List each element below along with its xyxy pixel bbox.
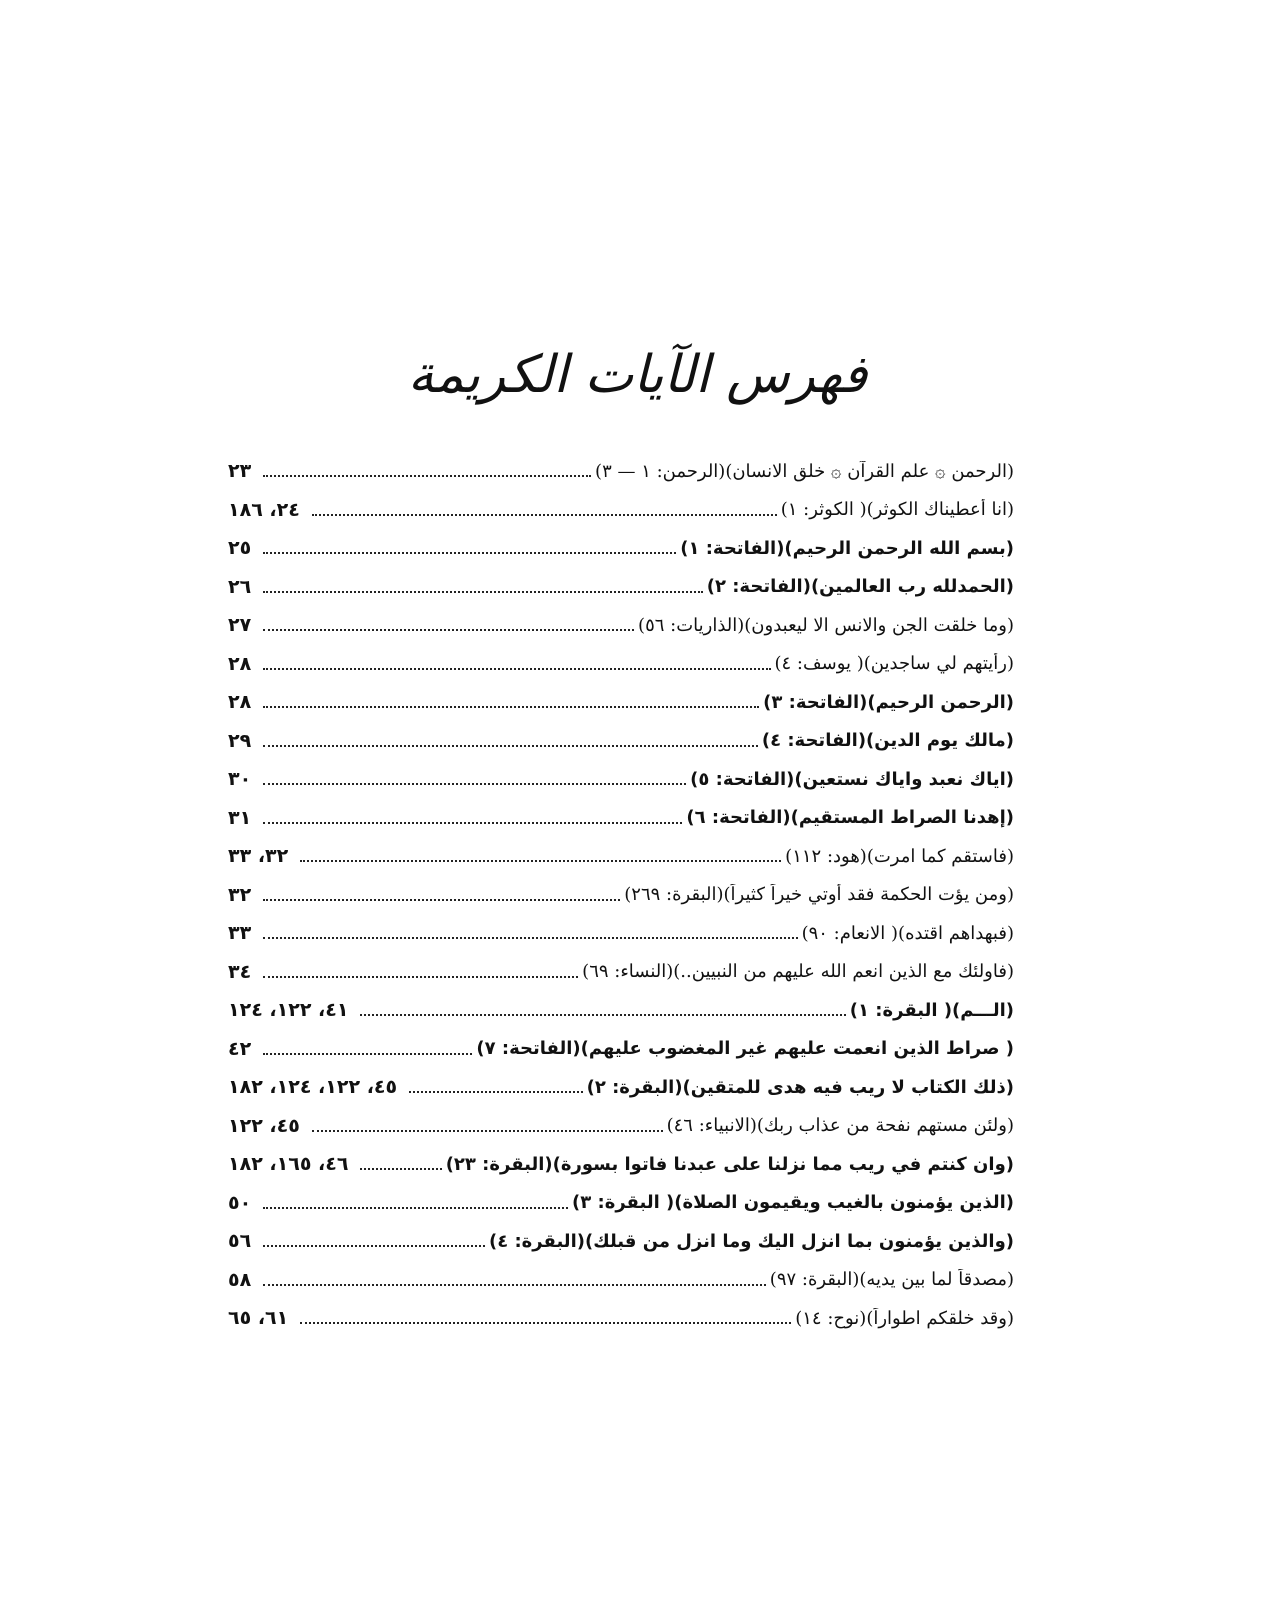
dot-leader bbox=[263, 1207, 568, 1209]
entry-verse-text: (وما خلقت الجن والانس الا ليعبدون)(الذاريات: ٥٦) bbox=[638, 614, 1014, 636]
dot-leader bbox=[263, 1284, 766, 1286]
entry-verse-text: (ومن يؤت الحكمة فقد أُوتي خيراً كثيراً)(البقرة: ٢٦٩) bbox=[624, 884, 1014, 906]
entry-verse-text: (انا أعطيناك الكوثر)( الكوثر: ١) bbox=[780, 499, 1014, 521]
index-entry bbox=[228, 1261, 1014, 1300]
entry-verse-text: (وقد خلقكم اطواراً)(نوح: ١٤) bbox=[795, 1307, 1014, 1329]
entry-page-numbers: ٣٤ bbox=[228, 960, 252, 983]
index-entry bbox=[228, 760, 1014, 799]
entry-verse-text: (مالك يوم الدين)(الفاتحة: ٤) bbox=[761, 730, 1014, 752]
entry-verse-text: (مصدقاً لما بين يديه)(البقرة: ٩٧) bbox=[769, 1269, 1014, 1291]
entry-page-numbers: ٢٧ bbox=[228, 614, 252, 637]
index-entry bbox=[228, 1030, 1014, 1069]
entry-verse-text: (الـــم)( البقرة: ١) bbox=[849, 999, 1014, 1021]
dot-leader bbox=[263, 976, 578, 978]
index-entry bbox=[228, 914, 1014, 953]
dot-leader bbox=[263, 706, 759, 708]
entry-page-numbers: ٢٣ bbox=[228, 460, 252, 483]
dot-leader bbox=[263, 1245, 485, 1247]
entry-page-numbers: ٣٢، ٣٣ bbox=[228, 845, 289, 868]
entry-page-numbers: ٢٥ bbox=[228, 537, 252, 560]
dot-leader bbox=[312, 514, 777, 516]
dot-leader bbox=[360, 1168, 441, 1170]
dot-leader bbox=[263, 937, 797, 939]
index-entry bbox=[228, 491, 1014, 530]
entry-page-numbers: ٣٣ bbox=[228, 922, 252, 945]
index-entry bbox=[228, 799, 1014, 838]
dot-leader bbox=[263, 591, 703, 593]
index-entry bbox=[228, 1145, 1014, 1184]
entry-page-numbers: ٥٠ bbox=[228, 1191, 252, 1214]
dot-leader bbox=[263, 552, 676, 554]
dot-leader bbox=[263, 1053, 472, 1055]
entry-verse-text: (الحمدلله رب العالمين)(الفاتحة: ٢) bbox=[706, 576, 1014, 598]
entry-verse-text: (بسم الله الرحمن الرحيم)(الفاتحة: ١) bbox=[680, 537, 1014, 559]
index-entry bbox=[228, 1299, 1014, 1338]
entry-page-numbers: ٥٨ bbox=[228, 1268, 252, 1291]
page-title: فهرس الآيات الكريمة bbox=[407, 345, 868, 405]
entry-verse-text: (ذلك الكتاب لا ريب فيه هدى للمتقين)(البقرة: ٢) bbox=[586, 1076, 1014, 1098]
entry-verse-text: (الرحمن الرحيم)(الفاتحة: ٣) bbox=[763, 691, 1014, 713]
index-entry bbox=[228, 953, 1014, 992]
entry-verse-text: (اياك نعبد واياك نستعين)(الفاتحة: ٥) bbox=[690, 768, 1014, 790]
index-entry bbox=[228, 452, 1014, 491]
entry-page-numbers: ٤٥، ١٢٢، ١٢٤، ١٨٢ bbox=[228, 1076, 398, 1099]
entry-page-numbers: ٢٩ bbox=[228, 729, 252, 752]
entry-verse-text: (فاستقم كما امرت)(هود: ١١٢) bbox=[785, 845, 1014, 867]
dot-leader bbox=[263, 668, 770, 670]
index-entry bbox=[228, 837, 1014, 876]
index-entry bbox=[228, 1107, 1014, 1146]
entry-page-numbers: ٤٦، ١٦٥، ١٨٢ bbox=[228, 1153, 349, 1176]
index-entry bbox=[228, 568, 1014, 607]
dot-leader bbox=[312, 1130, 663, 1132]
dot-leader bbox=[409, 1091, 582, 1093]
entry-page-numbers: ٢٦ bbox=[228, 575, 252, 598]
dot-leader bbox=[263, 822, 682, 824]
entry-page-numbers: ٣٠ bbox=[228, 768, 252, 791]
entry-verse-text: (ولئن مستهم نفحة من عذاب ربك)(الانبياء: ٤٦) bbox=[666, 1115, 1014, 1137]
dot-leader bbox=[360, 1014, 845, 1016]
entry-page-numbers: ٣١ bbox=[228, 806, 252, 829]
entry-page-numbers: ٤٥، ١٢٢ bbox=[228, 1114, 300, 1137]
dot-leader bbox=[263, 745, 758, 747]
entry-verse-text: (إهدنا الصراط المستقيم)(الفاتحة: ٦) bbox=[686, 807, 1014, 829]
index-entry bbox=[228, 645, 1014, 684]
dot-leader bbox=[300, 1322, 791, 1324]
dot-leader bbox=[263, 783, 686, 785]
index-entry bbox=[228, 722, 1014, 761]
dot-leader bbox=[263, 475, 591, 477]
entry-verse-text: (فبهداهم اقتده)( الانعام: ٩٠) bbox=[801, 922, 1014, 944]
entry-verse-text: (رأيتهم لي ساجدين)( يوسف: ٤) bbox=[774, 653, 1014, 675]
entry-verse-text: (الرحمن ۞ علم القرآن ۞ خلق الانسان)(الرحمن: ١ — ٣) bbox=[595, 460, 1014, 482]
index-entry bbox=[228, 529, 1014, 568]
dot-leader bbox=[263, 629, 634, 631]
index-entry bbox=[228, 991, 1014, 1030]
dot-leader bbox=[263, 899, 620, 901]
index-entry bbox=[228, 1184, 1014, 1223]
dot-leader bbox=[300, 860, 781, 862]
entry-page-numbers: ٣٢ bbox=[228, 883, 252, 906]
verse-index-list bbox=[228, 452, 1014, 1338]
entry-page-numbers: ٦١، ٦٥ bbox=[228, 1307, 289, 1330]
entry-page-numbers: ٢٨ bbox=[228, 652, 252, 675]
index-entry bbox=[228, 876, 1014, 915]
entry-verse-text: ( صراط الذين انعمت عليهم غير المغضوب عليهم)(الفاتحة: ٧) bbox=[476, 1038, 1014, 1060]
index-entry bbox=[228, 1222, 1014, 1261]
index-entry bbox=[228, 683, 1014, 722]
entry-page-numbers: ٢٨ bbox=[228, 691, 252, 714]
entry-verse-text: (والذين يؤمنون بما انزل اليك وما انزل من قبلك)(البقرة: ٤) bbox=[488, 1230, 1014, 1252]
entry-page-numbers: ٥٦ bbox=[228, 1230, 252, 1253]
entry-verse-text: (وان كنتم في ريب مما نزلنا على عبدنا فاتوا بسورة)(البقرة: ٢٣) bbox=[445, 1153, 1014, 1175]
entry-verse-text: (الذين يؤمنون بالغيب ويقيمون الصلاة)( البقرة: ٣) bbox=[572, 1192, 1014, 1214]
index-entry bbox=[228, 1068, 1014, 1107]
entry-page-numbers: ٤١، ١٢٢، ١٢٤ bbox=[228, 999, 349, 1022]
entry-page-numbers: ٢٤، ١٨٦ bbox=[228, 498, 300, 521]
entry-verse-text: (فاولئك مع الذين انعم الله عليهم من النبيين..)(النساء: ٦٩) bbox=[582, 961, 1014, 983]
index-entry bbox=[228, 606, 1014, 645]
entry-page-numbers: ٤٢ bbox=[228, 1037, 252, 1060]
